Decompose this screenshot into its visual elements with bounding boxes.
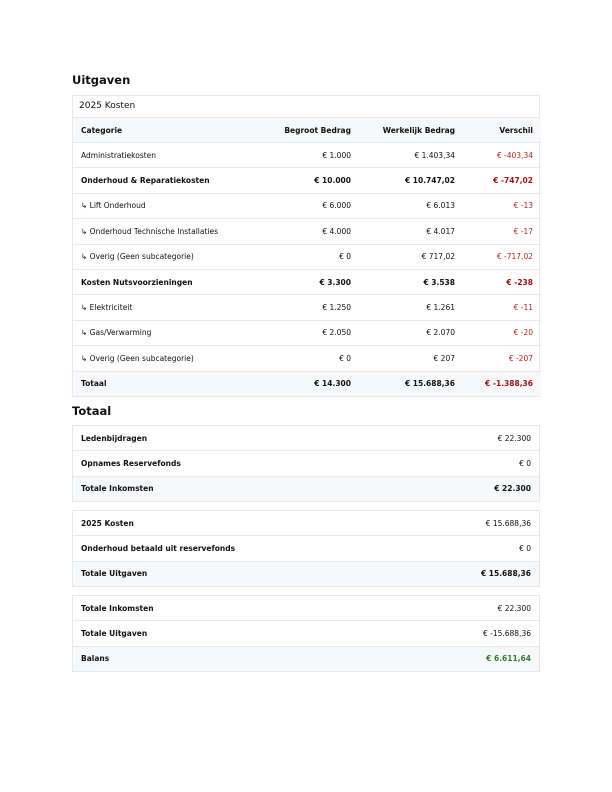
table-header-row — [73, 118, 541, 143]
expenses-summary — [72, 510, 540, 587]
column-header-verschil: Verschil — [463, 118, 541, 143]
section-title-uitgaven: Uitgaven — [72, 73, 131, 87]
cell-actual: € 4.017 — [359, 219, 463, 244]
cell-diff: € -1.388,36 — [463, 371, 541, 396]
cost-table-container — [72, 95, 540, 397]
summary-value: € -15.688,36 — [306, 621, 539, 646]
summary-value: € 22.300 — [306, 476, 539, 501]
cell-actual: € 1.261 — [359, 295, 463, 320]
cell-diff: € -403,34 — [463, 143, 541, 168]
table-row — [73, 346, 541, 371]
cell-diff: € -747,02 — [463, 168, 541, 193]
summary-label: Ledenbijdragen — [73, 426, 306, 451]
cell-diff: € -207 — [463, 346, 541, 371]
summary-row — [73, 426, 539, 451]
cell-budget: € 2.050 — [247, 320, 359, 345]
summary-total-row — [73, 561, 539, 586]
cell-budget: € 0 — [247, 244, 359, 269]
cell-actual: € 1.403,34 — [359, 143, 463, 168]
summary-row — [73, 596, 539, 621]
table-row — [73, 295, 541, 320]
balance-row — [73, 646, 539, 671]
summary-row — [73, 536, 539, 561]
cell-diff: € -17 — [463, 219, 541, 244]
summary-label: Totale Inkomsten — [73, 596, 306, 621]
income-summary — [72, 425, 540, 502]
cell-category: ↳ Overig (Geen subcategorie) — [73, 346, 247, 371]
cell-budget: € 1.000 — [247, 143, 359, 168]
cell-category: Totaal — [73, 371, 247, 396]
summary-label: Totale Uitgaven — [73, 561, 306, 586]
cell-actual: € 3.538 — [359, 269, 463, 294]
summary-value: € 0 — [306, 536, 539, 561]
summary-label: Totale Inkomsten — [73, 476, 306, 501]
cell-actual: € 717,02 — [359, 244, 463, 269]
table-row — [73, 143, 541, 168]
cost-table — [73, 118, 541, 396]
cell-category: ↳ Elektriciteit — [73, 295, 247, 320]
summary-value: € 22.300 — [306, 596, 539, 621]
cell-budget: € 0 — [247, 346, 359, 371]
cell-budget: € 6.000 — [247, 193, 359, 218]
section-title-totaal: Totaal — [72, 404, 112, 418]
cell-category: Onderhoud & Reparatiekosten — [73, 168, 247, 193]
cell-diff: € -717,02 — [463, 244, 541, 269]
cell-budget: € 14.300 — [247, 371, 359, 396]
column-header-begroot: Begroot Bedrag — [247, 118, 359, 143]
cell-actual: € 6.013 — [359, 193, 463, 218]
cell-budget: € 4.000 — [247, 219, 359, 244]
cell-actual: € 2.070 — [359, 320, 463, 345]
table-row — [73, 168, 541, 193]
cell-category: ↳ Overig (Geen subcategorie) — [73, 244, 247, 269]
table-row — [73, 320, 541, 345]
balance-value: € 6.611,64 — [306, 646, 539, 671]
cell-budget: € 1.250 — [247, 295, 359, 320]
column-header-categorie: Categorie — [73, 118, 247, 143]
cell-budget: € 10.000 — [247, 168, 359, 193]
cell-category: ↳ Onderhoud Technische Installaties — [73, 219, 247, 244]
summary-value: € 22.300 — [306, 426, 539, 451]
table-row — [73, 269, 541, 294]
summary-label: 2025 Kosten — [73, 511, 306, 536]
table-row — [73, 193, 541, 218]
summary-row — [73, 511, 539, 536]
cell-category: Administratiekosten — [73, 143, 247, 168]
cell-budget: € 3.300 — [247, 269, 359, 294]
cell-actual: € 10.747,02 — [359, 168, 463, 193]
column-header-werkelijk: Werkelijk Bedrag — [359, 118, 463, 143]
cost-table-caption: 2025 Kosten — [73, 96, 539, 118]
summary-value: € 15.688,36 — [306, 561, 539, 586]
summary-row — [73, 621, 539, 646]
table-row — [73, 219, 541, 244]
cell-category: ↳ Lift Onderhoud — [73, 193, 247, 218]
cell-diff: € -13 — [463, 193, 541, 218]
cell-actual: € 15.688,36 — [359, 371, 463, 396]
cell-category: Kosten Nutsvoorzieningen — [73, 269, 247, 294]
summary-value: € 15.688,36 — [306, 511, 539, 536]
summary-value: € 0 — [306, 451, 539, 476]
summary-label: Opnames Reservefonds — [73, 451, 306, 476]
summary-label: Totale Uitgaven — [73, 621, 306, 646]
summary-total-row — [73, 476, 539, 501]
summary-label: Balans — [73, 646, 306, 671]
balance-summary — [72, 595, 540, 672]
table-total-row — [73, 371, 541, 396]
summary-label: Onderhoud betaald uit reservefonds — [73, 536, 306, 561]
summary-row — [73, 451, 539, 476]
cell-diff: € -238 — [463, 269, 541, 294]
cell-diff: € -20 — [463, 320, 541, 345]
cell-category: ↳ Gas/Verwarming — [73, 320, 247, 345]
cell-actual: € 207 — [359, 346, 463, 371]
cell-diff: € -11 — [463, 295, 541, 320]
table-row — [73, 244, 541, 269]
